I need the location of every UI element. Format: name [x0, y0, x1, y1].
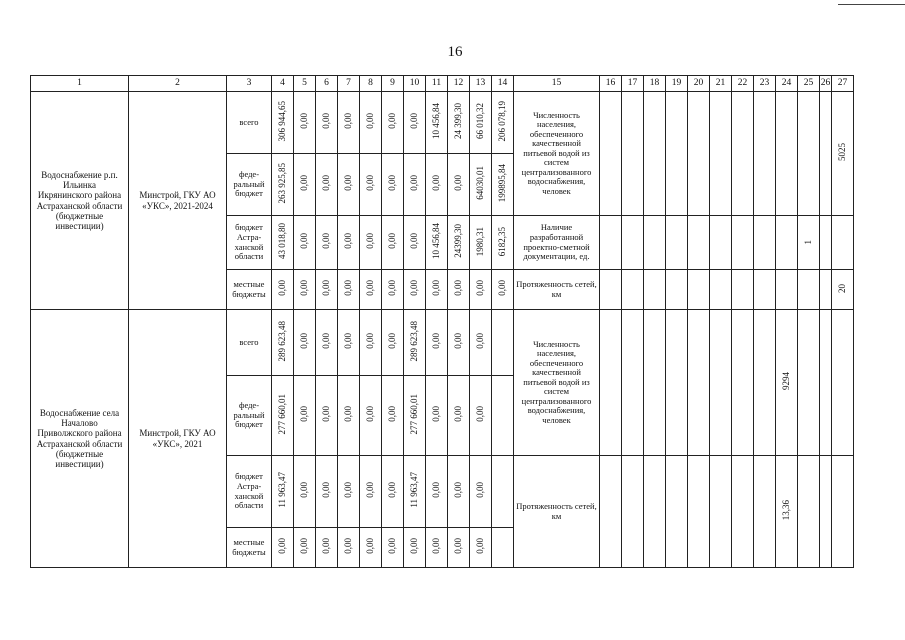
indicator-value: 5025: [832, 92, 854, 216]
indicator-cell: [710, 216, 732, 270]
value-cell: 0,00: [448, 456, 470, 528]
table-row: [31, 92, 854, 154]
value-cell: [492, 376, 514, 456]
indicator-cell: [710, 310, 732, 456]
funding-source: местные бюджеты: [227, 270, 272, 310]
indicator-value: 1: [798, 216, 820, 270]
indicator-cell: [644, 456, 666, 568]
value-cell: 0,00: [448, 528, 470, 568]
value-cell: 0,00: [404, 154, 426, 216]
indicator-cell: [754, 456, 776, 568]
indicator-cell: [644, 216, 666, 270]
indicator-cell: [754, 92, 776, 216]
value-cell: 11 963,47: [272, 456, 294, 528]
value-cell: 0,00: [360, 216, 382, 270]
indicator-cell: [732, 216, 754, 270]
header-cell: 13: [470, 76, 492, 92]
responsible-executor: Минстрой, ГКУ АО «УКС», 2021: [129, 310, 227, 568]
value-cell: 0,00: [294, 270, 316, 310]
value-cell: 0,00: [294, 376, 316, 456]
value-cell: 0,00: [360, 270, 382, 310]
value-cell: 0,00: [382, 528, 404, 568]
value-cell: 0,00: [382, 216, 404, 270]
value-cell: 0,00: [294, 154, 316, 216]
value-cell: 64030,01: [470, 154, 492, 216]
header-cell: 21: [710, 76, 732, 92]
value-cell: 0,00: [470, 528, 492, 568]
value-cell: 0,00: [426, 154, 448, 216]
funding-source: феде-ральный бюджет: [227, 376, 272, 456]
value-cell: 0,00: [316, 270, 338, 310]
header-cell: 11: [426, 76, 448, 92]
funding-source: бюджет Астра-ханской области: [227, 216, 272, 270]
header-cell: 26: [820, 76, 832, 92]
value-cell: [492, 528, 514, 568]
value-cell: 10 456,84: [426, 216, 448, 270]
top-rule: [838, 4, 905, 5]
funding-source: феде-ральный бюджет: [227, 154, 272, 216]
indicator-cell: [832, 216, 854, 270]
indicator-cell: [688, 310, 710, 456]
indicator-cell: [600, 216, 622, 270]
value-cell: 0,00: [426, 310, 448, 376]
indicator-cell: [820, 270, 832, 310]
value-cell: 0,00: [316, 310, 338, 376]
value-cell: 0,00: [316, 456, 338, 528]
indicator-cell: [754, 270, 776, 310]
value-cell: 0,00: [294, 92, 316, 154]
header-cell: 6: [316, 76, 338, 92]
value-cell: 0,00: [316, 528, 338, 568]
value-cell: 0,00: [448, 270, 470, 310]
indicator-cell: [832, 310, 854, 456]
value-cell: 0,00: [448, 154, 470, 216]
value-cell: 0,00: [338, 154, 360, 216]
value-cell: 0,00: [448, 310, 470, 376]
header-cell: 4: [272, 76, 294, 92]
header-cell: 17: [622, 76, 644, 92]
indicator-cell: [798, 310, 820, 456]
funding-source: всего: [227, 310, 272, 376]
value-cell: 0,00: [382, 310, 404, 376]
value-cell: 0,00: [448, 376, 470, 456]
value-cell: [492, 310, 514, 376]
indicator-cell: [732, 310, 754, 456]
header-cell: 20: [688, 76, 710, 92]
indicator-cell: [732, 270, 754, 310]
value-cell: 0,00: [338, 216, 360, 270]
funding-source: всего: [227, 92, 272, 154]
value-cell: 0,00: [492, 270, 514, 310]
header-cell: 8: [360, 76, 382, 92]
indicator-cell: [798, 92, 820, 216]
indicator-cell: [798, 270, 820, 310]
indicator-cell: [622, 456, 644, 568]
value-cell: 289 623,48: [404, 310, 426, 376]
value-cell: 0,00: [426, 376, 448, 456]
value-cell: 0,00: [470, 310, 492, 376]
value-cell: 0,00: [316, 92, 338, 154]
value-cell: 289 623,48: [272, 310, 294, 376]
indicator-cell: [820, 456, 832, 568]
value-cell: 0,00: [338, 270, 360, 310]
indicator-value: 9294: [776, 310, 798, 456]
value-cell: 1980,31: [470, 216, 492, 270]
indicator-cell: [798, 456, 820, 568]
value-cell: 24399,30: [448, 216, 470, 270]
indicator-cell: [688, 270, 710, 310]
value-cell: 277 660,01: [404, 376, 426, 456]
header-cell: 27: [832, 76, 854, 92]
value-cell: 0,00: [470, 270, 492, 310]
indicator-name: Наличие разработанной проектно-сметной документации, ед.: [514, 216, 600, 270]
value-cell: 0,00: [294, 216, 316, 270]
value-cell: 66 010,32: [470, 92, 492, 154]
indicator-cell: [710, 270, 732, 310]
indicator-cell: [710, 92, 732, 216]
value-cell: 0,00: [360, 154, 382, 216]
value-cell: 0,00: [338, 528, 360, 568]
object-name: Водоснабжение р.п. Ильинка Икрянинского района Астраханской области (бюджетные инвестиции): [31, 92, 129, 310]
value-cell: 0,00: [382, 376, 404, 456]
indicator-cell: [666, 270, 688, 310]
header-cell: 10: [404, 76, 426, 92]
indicator-cell: [754, 310, 776, 456]
indicator-cell: [832, 456, 854, 568]
header-cell: 12: [448, 76, 470, 92]
indicator-cell: [820, 92, 832, 216]
value-cell: 0,00: [382, 456, 404, 528]
value-cell: 43 018,80: [272, 216, 294, 270]
value-cell: 0,00: [426, 270, 448, 310]
program-table: [30, 75, 854, 568]
value-cell: 0,00: [404, 270, 426, 310]
value-cell: 0,00: [404, 216, 426, 270]
header-cell: 15: [514, 76, 600, 92]
indicator-cell: [732, 92, 754, 216]
value-cell: 0,00: [338, 92, 360, 154]
indicator-cell: [820, 216, 832, 270]
header-cell: 22: [732, 76, 754, 92]
indicator-cell: [644, 92, 666, 216]
indicator-cell: [600, 310, 622, 456]
indicator-cell: [666, 456, 688, 568]
indicator-cell: [666, 216, 688, 270]
header-cell: 3: [227, 76, 272, 92]
value-cell: 0,00: [272, 528, 294, 568]
object-name: Водоснабжение села Началово Приволжского района Астраханской области (бюджетные инвестиции): [31, 310, 129, 568]
value-cell: 0,00: [338, 456, 360, 528]
indicator-value: 20: [832, 270, 854, 310]
indicator-value: 13,36: [776, 456, 798, 568]
value-cell: 0,00: [470, 456, 492, 528]
header-cell: 23: [754, 76, 776, 92]
indicator-cell: [688, 456, 710, 568]
indicator-cell: [600, 92, 622, 216]
indicator-cell: [644, 270, 666, 310]
indicator-cell: [732, 456, 754, 568]
indicator-cell: [622, 216, 644, 270]
value-cell: 0,00: [360, 376, 382, 456]
value-cell: 0,00: [316, 376, 338, 456]
value-cell: 277 660,01: [272, 376, 294, 456]
value-cell: 0,00: [294, 528, 316, 568]
funding-source: бюджет Астра-ханской области: [227, 456, 272, 528]
indicator-cell: [622, 92, 644, 216]
indicator-cell: [754, 216, 776, 270]
value-cell: 0,00: [404, 92, 426, 154]
indicator-cell: [622, 270, 644, 310]
indicator-cell: [600, 456, 622, 568]
page-number: 16: [447, 44, 463, 60]
value-cell: 0,00: [338, 310, 360, 376]
value-cell: 199895,84: [492, 154, 514, 216]
funding-source: местные бюджеты: [227, 528, 272, 568]
value-cell: 0,00: [382, 270, 404, 310]
header-cell: 25: [798, 76, 820, 92]
value-cell: 306 944,65: [272, 92, 294, 154]
header-cell: 9: [382, 76, 404, 92]
table-row: [31, 310, 854, 376]
indicator-cell: [776, 92, 798, 216]
value-cell: 206 078,19: [492, 92, 514, 154]
header-cell: 5: [294, 76, 316, 92]
indicator-cell: [666, 310, 688, 456]
indicator-cell: [776, 270, 798, 310]
value-cell: 0,00: [316, 216, 338, 270]
indicator-cell: [710, 456, 732, 568]
indicator-name: Численность населения, обеспеченного качественной питьевой водой из систем централизованного водоснабжения, человек: [514, 310, 600, 456]
indicator-cell: [688, 92, 710, 216]
indicator-name: Протяженность сетей, км: [514, 456, 600, 568]
header-cell: 2: [129, 76, 227, 92]
indicator-cell: [644, 310, 666, 456]
responsible-executor: Минстрой, ГКУ АО «УКС», 2021-2024: [129, 92, 227, 310]
value-cell: 0,00: [360, 310, 382, 376]
header-cell: 18: [644, 76, 666, 92]
value-cell: 0,00: [294, 310, 316, 376]
value-cell: 0,00: [294, 456, 316, 528]
value-cell: 0,00: [382, 92, 404, 154]
value-cell: 263 925,85: [272, 154, 294, 216]
value-cell: 0,00: [470, 376, 492, 456]
header-cell: 7: [338, 76, 360, 92]
value-cell: 0,00: [426, 456, 448, 528]
value-cell: 0,00: [382, 154, 404, 216]
indicator-cell: [688, 216, 710, 270]
value-cell: 24 399,30: [448, 92, 470, 154]
value-cell: 0,00: [272, 270, 294, 310]
value-cell: 6182,35: [492, 216, 514, 270]
value-cell: 0,00: [404, 528, 426, 568]
value-cell: 0,00: [360, 92, 382, 154]
header-row: [31, 76, 854, 92]
indicator-cell: [776, 216, 798, 270]
value-cell: 10 456,84: [426, 92, 448, 154]
header-cell: 16: [600, 76, 622, 92]
value-cell: 0,00: [360, 456, 382, 528]
header-cell: 19: [666, 76, 688, 92]
value-cell: 0,00: [426, 528, 448, 568]
header-cell: 24: [776, 76, 798, 92]
indicator-name: Численность населения, обеспеченного качественной питьевой водой из систем централизованного водоснабжения, человек: [514, 92, 600, 216]
value-cell: 0,00: [338, 376, 360, 456]
indicator-cell: [600, 270, 622, 310]
value-cell: 0,00: [360, 528, 382, 568]
value-cell: 11 963,47: [404, 456, 426, 528]
indicator-cell: [622, 310, 644, 456]
value-cell: [492, 456, 514, 528]
indicator-name: Протяженность сетей, км: [514, 270, 600, 310]
indicator-cell: [820, 310, 832, 456]
indicator-cell: [666, 92, 688, 216]
header-cell: 14: [492, 76, 514, 92]
header-cell: 1: [31, 76, 129, 92]
value-cell: 0,00: [316, 154, 338, 216]
